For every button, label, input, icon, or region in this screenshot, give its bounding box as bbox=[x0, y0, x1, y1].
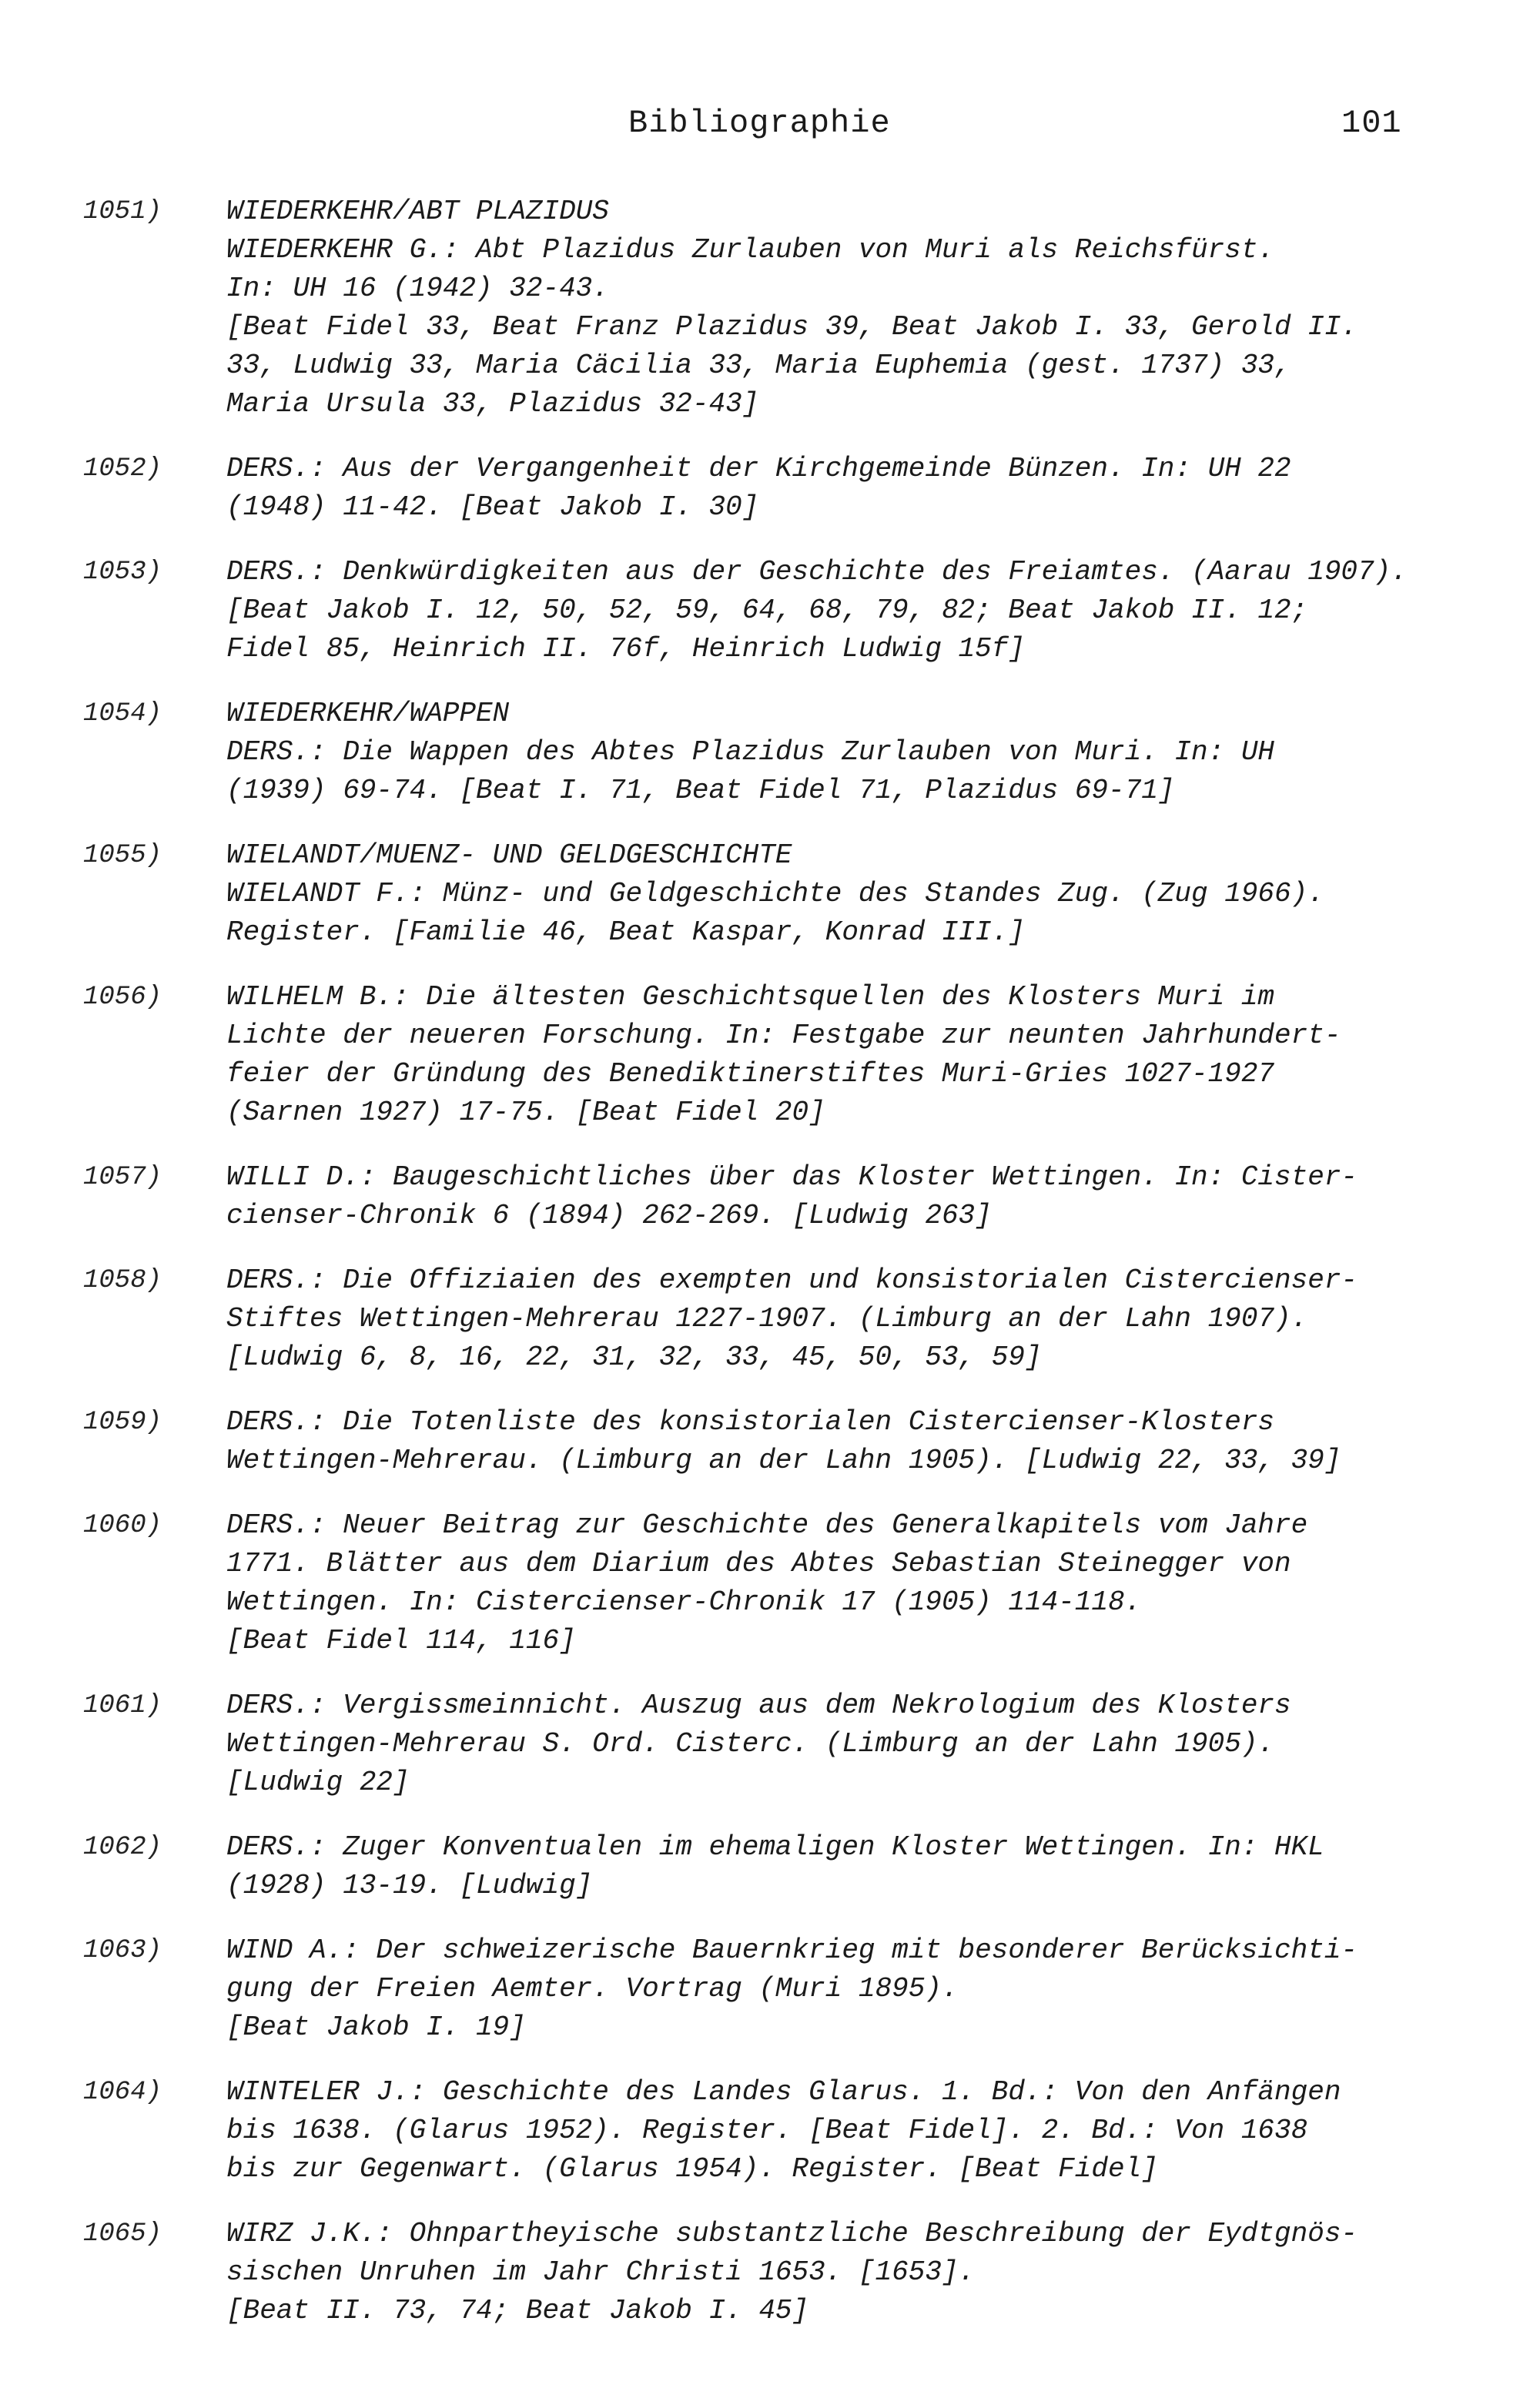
bibliography-entry bbox=[0, 836, 1540, 952]
entry-line: WIEDERKEHR G.: Abt Plazidus Zurlauben von Muri als Reichsfürst. bbox=[226, 234, 1275, 266]
entry-number: 1054) bbox=[83, 699, 162, 729]
entry-line: Wettingen. In: Cistercienser-Chronik 17 (1905) 114-118. bbox=[226, 1586, 1142, 1618]
bibliography-entry bbox=[0, 1931, 1540, 2047]
entry-text bbox=[226, 1261, 1474, 1377]
entry-line: [Beat II. 73, 74; Beat Jakob I. 45] bbox=[226, 2295, 809, 2326]
entry-line: Lichte der neueren Forschung. In: Festgabe zur neunten Jahrhundert- bbox=[226, 1020, 1341, 1051]
entry-number: 1053) bbox=[83, 558, 162, 587]
bibliography-entry bbox=[0, 1261, 1540, 1377]
entry-text bbox=[226, 193, 1474, 424]
entry-number: 1059) bbox=[83, 1408, 162, 1437]
page-title: Bibliographie bbox=[628, 105, 891, 142]
bibliography-entry bbox=[0, 1687, 1540, 1802]
entry-line: Register. [Familie 46, Beat Kaspar, Konrad III.] bbox=[226, 916, 1025, 948]
entry-line: (1928) 13-19. [Ludwig] bbox=[226, 1870, 593, 1901]
entry-line: WIRZ J.K.: Ohnpartheyische substantzliche Beschreibung der Eydtgnös- bbox=[226, 2218, 1358, 2249]
bibliography-entry bbox=[0, 553, 1540, 668]
entry-line: sischen Unruhen im Jahr Christi 1653. [1653]. bbox=[226, 2256, 976, 2288]
entry-line: [Ludwig 6, 8, 16, 22, 31, 32, 33, 45, 50, 53, 59] bbox=[226, 1342, 1042, 1373]
bibliography-entry bbox=[0, 1158, 1540, 1235]
entry-line: gung der Freien Aemter. Vortrag (Muri 1895). bbox=[226, 1973, 959, 2005]
entry-number: 1052) bbox=[83, 454, 162, 484]
entry-line: [Beat Jakob I. 12, 50, 52, 59, 64, 68, 79, 82; Beat Jakob II. 12; bbox=[226, 595, 1308, 626]
entry-text bbox=[226, 1158, 1474, 1235]
bibliography-entry bbox=[0, 2073, 1540, 2189]
entry-line: Wettingen-Mehrerau S. Ord. Cisterc. (Limburg an der Lahn 1905). bbox=[226, 1728, 1275, 1760]
bibliography-entry bbox=[0, 695, 1540, 810]
entry-line: Stiftes Wettingen-Mehrerau 1227-1907. (Limburg an der Lahn 1907). bbox=[226, 1303, 1308, 1335]
entry-line: [Ludwig 22] bbox=[226, 1767, 410, 1798]
entry-text bbox=[226, 1506, 1474, 1660]
bibliography-entry bbox=[0, 193, 1540, 424]
entry-line: bis 1638. (Glarus 1952). Register. [Beat Fidel]. 2. Bd.: Von 1638 bbox=[226, 2115, 1308, 2146]
entry-line: feier der Gründung des Benediktinerstiftes Muri-Gries 1027-1927 bbox=[226, 1058, 1275, 1090]
entry-number: 1056) bbox=[83, 983, 162, 1012]
entry-line: WIEDERKEHR/WAPPEN bbox=[226, 698, 510, 729]
entry-text bbox=[226, 1931, 1474, 2047]
page-number: 101 bbox=[1341, 105, 1402, 142]
entry-line: Fidel 85, Heinrich II. 76f, Heinrich Ludwig 15f] bbox=[226, 633, 1025, 665]
entry-line: WINTELER J.: Geschichte des Landes Glarus. 1. Bd.: Von den Anfängen bbox=[226, 2076, 1341, 2108]
entry-line: cienser-Chronik 6 (1894) 262-269. [Ludwig 263] bbox=[226, 1200, 992, 1231]
entry-line: 1771. Blätter aus dem Diarium des Abtes Sebastian Steinegger von bbox=[226, 1548, 1291, 1579]
entry-line: Maria Ursula 33, Plazidus 32-43] bbox=[226, 388, 759, 420]
entry-line: (Sarnen 1927) 17-75. [Beat Fidel 20] bbox=[226, 1097, 825, 1128]
entry-text bbox=[226, 553, 1474, 668]
bibliography-list bbox=[0, 193, 1540, 2356]
entry-line: DERS.: Die Totenliste des konsistorialen Cistercienser-Klosters bbox=[226, 1406, 1275, 1438]
entry-line: WIELANDT/MUENZ- UND GELDGESCHICHTE bbox=[226, 839, 792, 871]
entry-line: DERS.: Die Wappen des Abtes Plazidus Zurlauben von Muri. In: UH bbox=[226, 736, 1275, 768]
entry-text bbox=[226, 1687, 1474, 1802]
entry-number: 1065) bbox=[83, 2219, 162, 2249]
entry-number: 1058) bbox=[83, 1266, 162, 1295]
entry-line: DERS.: Neuer Beitrag zur Geschichte des Generalkapitels vom Jahre bbox=[226, 1509, 1308, 1541]
entry-text bbox=[226, 836, 1474, 952]
entry-line: WIEDERKEHR/ABT PLAZIDUS bbox=[226, 196, 609, 227]
entry-line: WIND A.: Der schweizerische Bauernkrieg mit besonderer Berücksichti- bbox=[226, 1934, 1358, 1966]
entry-number: 1055) bbox=[83, 841, 162, 870]
entry-line: DERS.: Aus der Vergangenheit der Kirchgemeinde Bünzen. In: UH 22 bbox=[226, 453, 1291, 484]
entry-line: (1939) 69-74. [Beat I. 71, Beat Fidel 71, Plazidus 69-71] bbox=[226, 775, 1175, 806]
bibliography-entry bbox=[0, 1506, 1540, 1660]
entry-line: WIELANDT F.: Münz- und Geldgeschichte des Standes Zug. (Zug 1966). bbox=[226, 878, 1324, 909]
bibliography-entry bbox=[0, 1828, 1540, 1905]
entry-line: (1948) 11-42. [Beat Jakob I. 30] bbox=[226, 491, 759, 523]
entry-line: bis zur Gegenwart. (Glarus 1954). Register. [Beat Fidel] bbox=[226, 2153, 1158, 2185]
entry-line: DERS.: Zuger Konventualen im ehemaligen Kloster Wettingen. In: HKL bbox=[226, 1831, 1324, 1863]
entry-text bbox=[226, 695, 1474, 810]
entry-number: 1064) bbox=[83, 2078, 162, 2107]
entry-number: 1062) bbox=[83, 1833, 162, 1862]
entry-line: WILHELM B.: Die ältesten Geschichtsquellen des Klosters Muri im bbox=[226, 981, 1275, 1013]
entry-line: [Beat Jakob I. 19] bbox=[226, 2011, 526, 2043]
page-header bbox=[0, 100, 1540, 146]
entry-line: [Beat Fidel 114, 116] bbox=[226, 1625, 576, 1656]
entry-number: 1057) bbox=[83, 1163, 162, 1192]
entry-text bbox=[226, 978, 1474, 1132]
entry-text bbox=[226, 1403, 1474, 1480]
bibliography-entry bbox=[0, 1403, 1540, 1480]
entry-number: 1060) bbox=[83, 1511, 162, 1540]
bibliography-entry bbox=[0, 450, 1540, 527]
entry-line: DERS.: Denkwürdigkeiten aus der Geschichte des Freiamtes. (Aarau 1907). bbox=[226, 556, 1408, 588]
entry-line: DERS.: Die Offiziaien des exempten und konsistorialen Cistercienser- bbox=[226, 1264, 1358, 1296]
entry-text bbox=[226, 2215, 1474, 2330]
entry-number: 1051) bbox=[83, 197, 162, 226]
entry-number: 1061) bbox=[83, 1691, 162, 1720]
entry-line: [Beat Fidel 33, Beat Franz Plazidus 39, Beat Jakob I. 33, Gerold II. bbox=[226, 311, 1358, 343]
entry-number: 1063) bbox=[83, 1936, 162, 1965]
entry-line: Wettingen-Mehrerau. (Limburg an der Lahn 1905). [Ludwig 22, 33, 39] bbox=[226, 1445, 1341, 1476]
entry-text bbox=[226, 450, 1474, 527]
entry-line: DERS.: Vergissmeinnicht. Auszug aus dem Nekrologium des Klosters bbox=[226, 1690, 1291, 1721]
bibliography-entry bbox=[0, 2215, 1540, 2330]
entry-line: In: UH 16 (1942) 32-43. bbox=[226, 273, 609, 304]
entry-line: 33, Ludwig 33, Maria Cäcilia 33, Maria Euphemia (gest. 1737) 33, bbox=[226, 350, 1291, 381]
entry-text bbox=[226, 2073, 1474, 2189]
entry-line: WILLI D.: Baugeschichtliches über das Kloster Wettingen. In: Cister- bbox=[226, 1161, 1358, 1193]
bibliography-entry bbox=[0, 978, 1540, 1132]
entry-text bbox=[226, 1828, 1474, 1905]
